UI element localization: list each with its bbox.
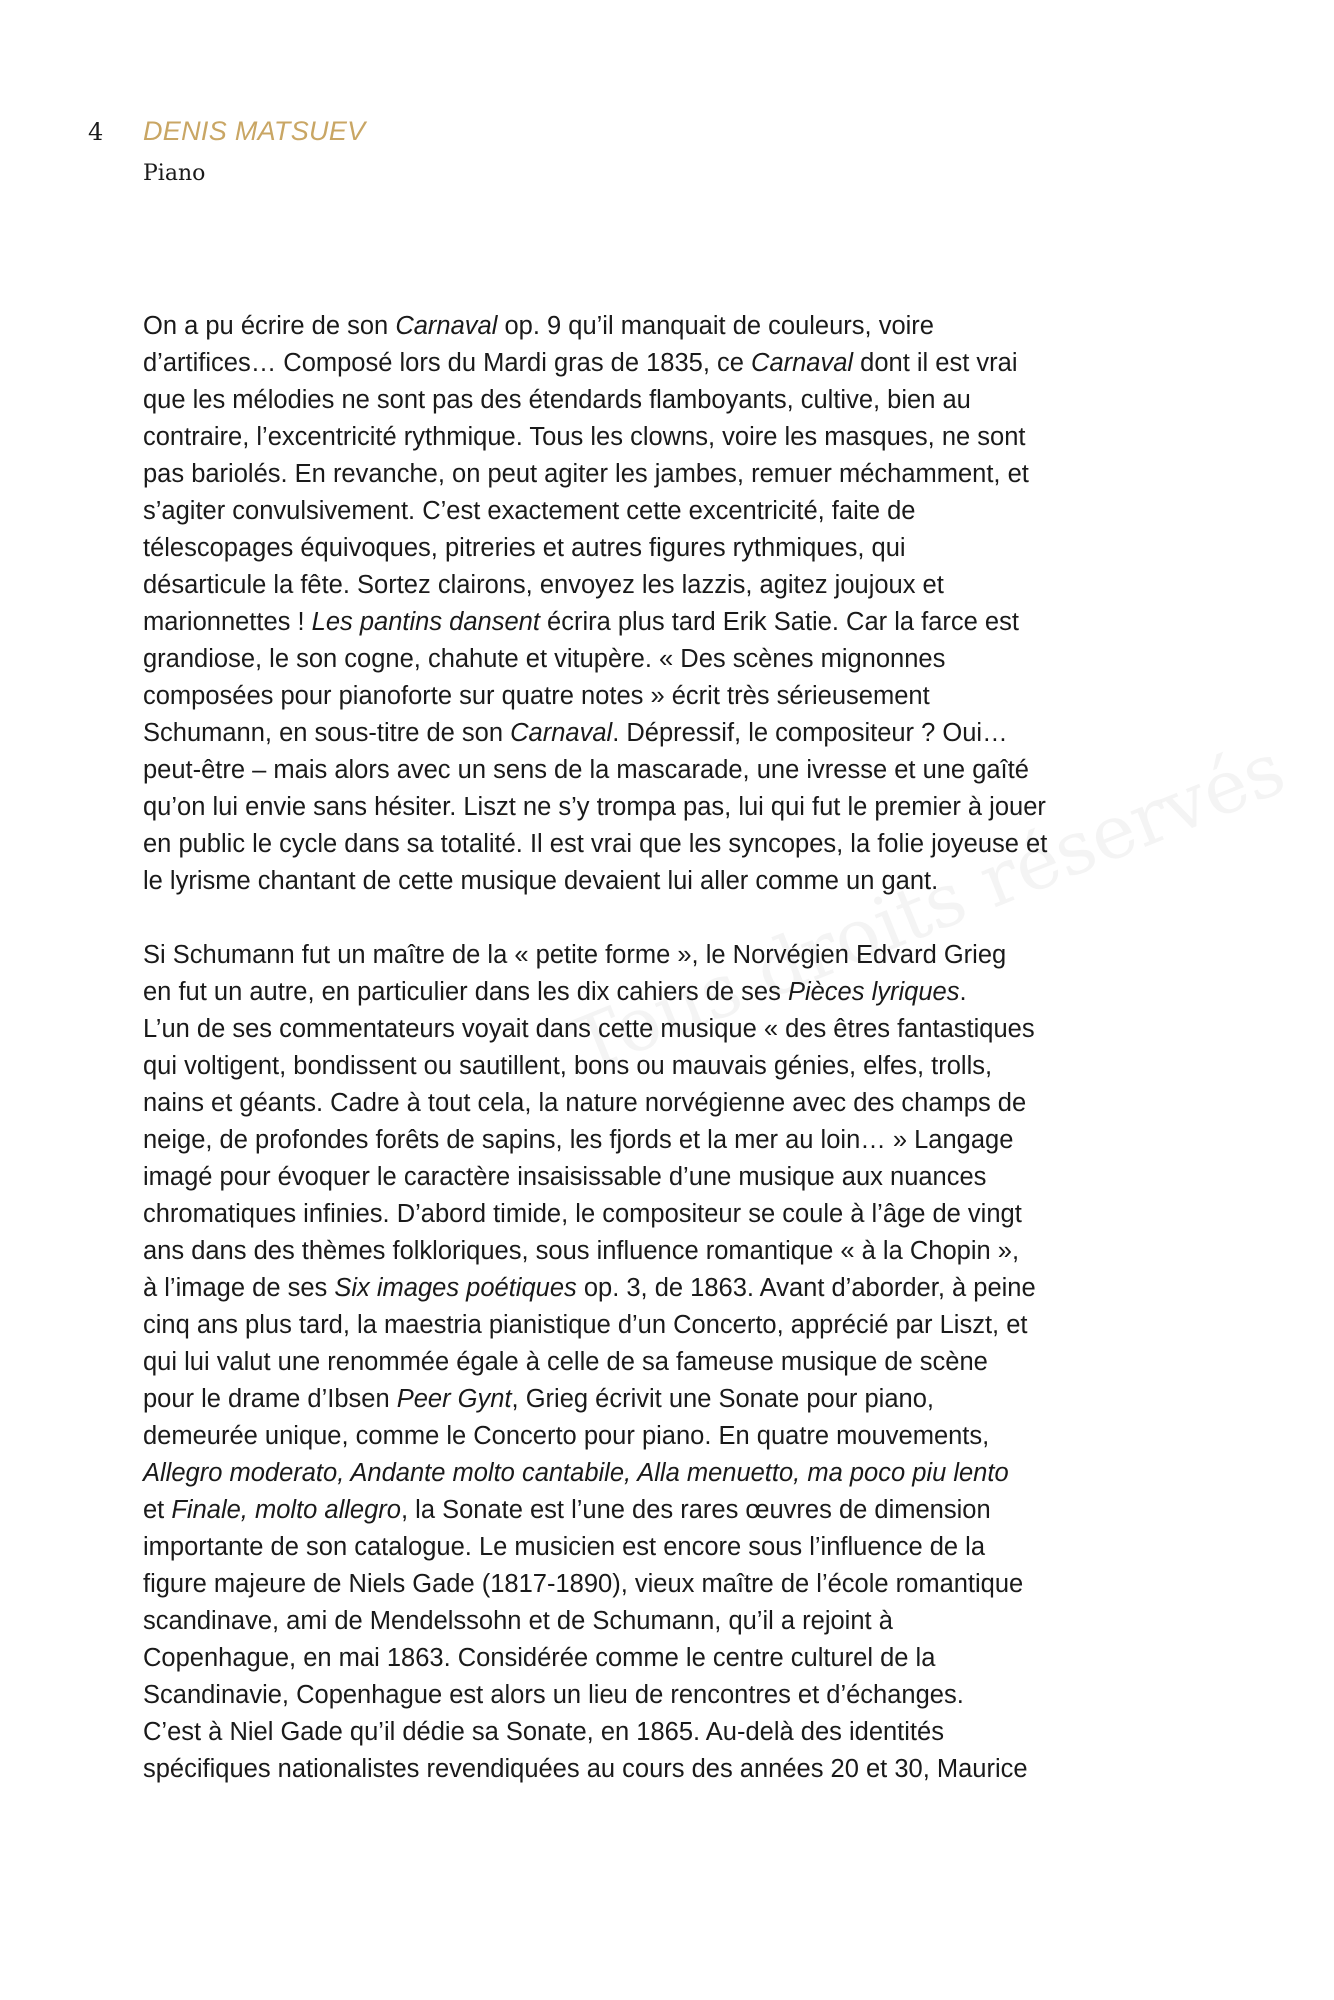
text-segment: peut-être – mais alors avec un sens de la mascarade, une ivresse et une gaîté xyxy=(143,756,1029,784)
text-segment: en fut un autre, en particulier dans les dix cahiers de ses xyxy=(143,978,788,1006)
italic-title: Peer Gynt xyxy=(396,1385,512,1413)
body-text xyxy=(143,308,1213,1825)
text-segment: imagé pour évoquer le caractère insaisissable d’une musique aux nuances xyxy=(143,1163,987,1191)
text-segment: dont il est vrai xyxy=(853,349,1018,377)
text-line xyxy=(143,345,1213,382)
text-line xyxy=(143,1640,1213,1677)
text-segment: neige, de profondes forêts de sapins, les fjords et la mer au loin… » Langage xyxy=(143,1126,1014,1154)
text-segment: que les mélodies ne sont pas des étendards flamboyants, cultive, bien au xyxy=(143,386,971,414)
text-line xyxy=(143,1566,1213,1603)
text-segment: . xyxy=(959,978,967,1006)
text-segment: Scandinavie, Copenhague est alors un lieu de rencontres et d’échanges. xyxy=(143,1681,964,1709)
text-line xyxy=(143,752,1213,789)
text-segment: grandiose, le son cogne, chahute et vitupère. « Des scènes mignonnes xyxy=(143,645,946,673)
text-segment: désarticule la fête. Sortez clairons, envoyez les lazzis, agitez joujoux et xyxy=(143,571,944,599)
text-line xyxy=(143,1122,1213,1159)
text-line xyxy=(143,1048,1213,1085)
italic-title: Carnaval xyxy=(751,349,854,377)
text-line xyxy=(143,493,1213,530)
text-segment: d’artifices… Composé lors du Mardi gras de 1835, ce xyxy=(143,349,752,377)
text-line xyxy=(143,1233,1213,1270)
text-segment: demeurée unique, comme le Concerto pour piano. En quatre mouvements, xyxy=(143,1422,990,1450)
text-line xyxy=(143,1307,1213,1344)
text-segment: contraire, l’excentricité rythmique. Tous les clowns, voire les masques, ne sont xyxy=(143,423,1026,451)
text-segment: composées pour pianoforte sur quatre notes » écrit très sérieusement xyxy=(143,682,930,710)
text-line xyxy=(143,1418,1213,1455)
running-subtitle: Piano xyxy=(143,161,206,186)
paragraph xyxy=(143,937,1213,1788)
text-segment: qu’on lui envie sans hésiter. Liszt ne s’y trompa pas, lui qui fut le premier à jouer xyxy=(143,793,1046,821)
italic-title: Carnaval xyxy=(395,312,498,340)
text-line xyxy=(143,1529,1213,1566)
text-line xyxy=(143,641,1213,678)
text-line xyxy=(143,678,1213,715)
text-segment: à l’image de ses xyxy=(143,1274,335,1302)
text-line xyxy=(143,567,1213,604)
text-line xyxy=(143,456,1213,493)
running-title: DENIS MATSUEV xyxy=(143,116,366,146)
text-line xyxy=(143,1455,1213,1492)
italic-title: Les pantins dansent xyxy=(311,608,540,636)
text-segment: écrira plus tard Erik Satie. Car la farce est xyxy=(539,608,1019,636)
text-line xyxy=(143,1270,1213,1307)
text-line xyxy=(143,382,1213,419)
text-segment: , la Sonate est l’une des rares œuvres de dimension xyxy=(400,1496,991,1524)
text-segment: en public le cycle dans sa totalité. Il est vrai que les syncopes, la folie joyeuse et xyxy=(143,830,1048,858)
text-segment: , Grieg écrivit une Sonate pour piano, xyxy=(511,1385,934,1413)
text-segment: cinq ans plus tard, la maestria pianistique d’un Concerto, apprécié par Liszt, et xyxy=(143,1311,1028,1339)
italic-title: Pièces lyriques xyxy=(787,978,960,1006)
italic-title: Carnaval xyxy=(510,719,613,747)
text-segment: importante de son catalogue. Le musicien est encore sous l’influence de la xyxy=(143,1533,986,1561)
text-line xyxy=(143,974,1213,1011)
text-line xyxy=(143,1196,1213,1233)
text-line xyxy=(143,1492,1213,1529)
text-segment: ans dans des thèmes folkloriques, sous influence romantique « à la Chopin », xyxy=(143,1237,1020,1265)
text-segment: Copenhague, en mai 1863. Considérée comme le centre culturel de la xyxy=(143,1644,936,1672)
text-segment: op. 9 qu’il manquait de couleurs, voire xyxy=(497,312,934,340)
text-line xyxy=(143,1677,1213,1714)
text-segment: . Dépressif, le compositeur ? Oui… xyxy=(612,719,1008,747)
italic-title: Finale, molto allegro xyxy=(171,1496,401,1524)
text-line xyxy=(143,937,1213,974)
italic-title: Six images poétiques xyxy=(334,1274,577,1302)
text-line xyxy=(143,1381,1213,1418)
text-segment: nains et géants. Cadre à tout cela, la nature norvégienne avec des champs de xyxy=(143,1089,1027,1117)
text-segment: s’agiter convulsivement. C’est exactement cette excentricité, faite de xyxy=(143,497,916,525)
text-line xyxy=(143,826,1213,863)
paragraph xyxy=(143,308,1213,900)
text-line xyxy=(143,789,1213,826)
text-line xyxy=(143,308,1213,345)
text-line xyxy=(143,1603,1213,1640)
text-line xyxy=(143,1344,1213,1381)
text-segment: Si Schumann fut un maître de la « petite forme », le Norvégien Edvard Grieg xyxy=(143,941,1007,969)
text-line xyxy=(143,1751,1213,1788)
text-segment: qui lui valut une renommée égale à celle de sa fameuse musique de scène xyxy=(143,1348,988,1376)
text-segment: télescopages équivoques, pitreries et autres figures rythmiques, qui xyxy=(143,534,906,562)
text-segment: scandinave, ami de Mendelssohn et de Schumann, qu’il a rejoint à xyxy=(143,1607,893,1635)
text-segment: figure majeure de Niels Gade (1817-1890), vieux maître de l’école romantique xyxy=(143,1570,1024,1598)
italic-title: Allegro moderato, Andante molto cantabile, Alla menuetto, ma poco piu lento xyxy=(143,1459,1009,1487)
text-line xyxy=(143,530,1213,567)
text-segment: marionnettes ! xyxy=(143,608,312,636)
text-line xyxy=(143,715,1213,752)
text-line xyxy=(143,863,1213,900)
text-line xyxy=(143,1085,1213,1122)
text-segment: spécifiques nationalistes revendiquées au cours des années 20 et 30, Maurice xyxy=(143,1755,1028,1783)
page-number: 4 xyxy=(88,118,104,146)
text-line xyxy=(143,419,1213,456)
text-segment: pas bariolés. En revanche, on peut agiter les jambes, remuer méchamment, et xyxy=(143,460,1029,488)
text-segment: pour le drame d’Ibsen xyxy=(143,1385,397,1413)
text-segment: qui voltigent, bondissent ou sautillent, bons ou mauvais génies, elfes, trolls, xyxy=(143,1052,993,1080)
text-segment: L’un de ses commentateurs voyait dans cette musique « des êtres fantastiques xyxy=(143,1015,1035,1043)
text-segment: C’est à Niel Gade qu’il dédie sa Sonate, en 1865. Au-delà des identités xyxy=(143,1718,944,1746)
text-line xyxy=(143,1714,1213,1751)
text-segment: Schumann, en sous-titre de son xyxy=(143,719,511,747)
text-line xyxy=(143,604,1213,641)
text-segment: chromatiques infinies. D’abord timide, le compositeur se coule à l’âge de vingt xyxy=(143,1200,1022,1228)
text-line xyxy=(143,1011,1213,1048)
text-line xyxy=(143,1159,1213,1196)
text-segment: On a pu écrire de son xyxy=(143,312,396,340)
text-segment: le lyrisme chantant de cette musique devaient lui aller comme un gant. xyxy=(143,867,939,895)
text-segment: et xyxy=(143,1496,172,1524)
text-segment: op. 3, de 1863. Avant d’aborder, à peine xyxy=(576,1274,1036,1302)
